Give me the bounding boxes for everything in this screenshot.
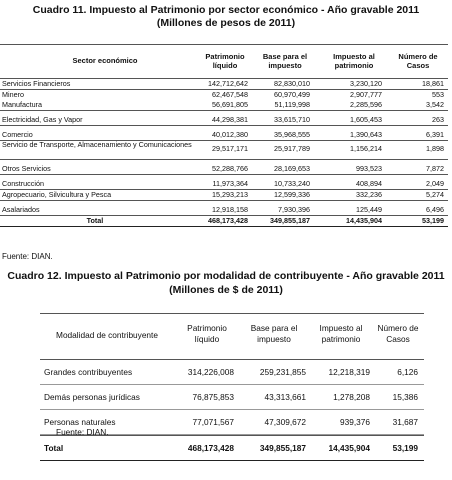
total-row [0, 215, 448, 227]
row-impuesto: 3,230,120 [350, 79, 382, 88]
row-label: Agropecuario, Silvicultura y Pesca [2, 190, 112, 199]
table1-header [0, 44, 448, 79]
row-casos: 15,386 [392, 392, 418, 402]
table-row [0, 115, 448, 125]
row-label: Minero [2, 90, 24, 99]
table2-source: Fuente: DIAN. [56, 427, 109, 437]
row-label: Demás personas jurídicas [44, 392, 140, 402]
row-impuesto: 12,218,319 [328, 367, 370, 377]
header-casos: Número de Casos [377, 323, 419, 344]
total-label: Total [86, 216, 104, 225]
row-patrimonio: 52,288,766 [212, 164, 248, 173]
table-row [40, 360, 424, 385]
row-patrimonio: 314,226,008 [187, 367, 234, 377]
row-casos: 6,126 [397, 367, 418, 377]
header-patrimonio: Patrimonio líquido [205, 52, 245, 70]
row-casos: 1,898 [426, 144, 444, 153]
table1-title: Cuadro 11. Impuesto al Patrimonio por sector económico - Año gravable 2011 [32, 4, 420, 16]
table-row [40, 385, 424, 410]
table-row [0, 205, 448, 215]
total-base: 349,855,187 [259, 443, 306, 453]
row-casos: 7,872 [426, 164, 444, 173]
row-casos: 553 [432, 90, 444, 99]
table2-subtitle: (Millones de $ de 2011) [169, 284, 283, 296]
header-modalidad: Modalidad de contribuyente [56, 330, 158, 340]
row-casos: 31,687 [392, 417, 418, 427]
row-label: Electricidad, Gas y Vapor [2, 115, 83, 124]
row-casos: 18,861 [422, 79, 444, 88]
row-base: 60,970,499 [274, 90, 310, 99]
header-base: Base para el impuesto [262, 52, 308, 70]
row-patrimonio: 44,298,381 [212, 115, 248, 124]
row-impuesto: 1,390,643 [350, 130, 382, 139]
row-label: Otros Servicios [2, 164, 51, 173]
row-impuesto: 125,449 [356, 205, 382, 214]
row-label: Asalariados [2, 205, 40, 214]
total-casos: 53,199 [422, 216, 444, 225]
row-base: 82,830,010 [274, 79, 310, 88]
row-label: Personas naturales [44, 417, 116, 427]
row-label: Grandes contribuyentes [44, 367, 133, 377]
total-patrimonio: 468,173,428 [208, 216, 248, 225]
row-patrimonio: 15,293,213 [212, 190, 248, 199]
row-impuesto: 408,894 [356, 179, 382, 188]
table-row [0, 130, 448, 140]
total-label: Total [44, 443, 64, 453]
row-base: 259,231,855 [259, 367, 306, 377]
table1-source: Fuente: DIAN. [2, 252, 53, 261]
table-row [0, 189, 448, 200]
row-base: 25,917,789 [274, 144, 310, 153]
table2-title: Cuadro 12. Impuesto al Patrimonio por modalidad de contribuyente - Año gravable 2011 [7, 270, 445, 282]
header-sector: Sector económico [72, 56, 138, 65]
row-patrimonio: 77,071,567 [192, 417, 234, 427]
header-impuesto: Impuesto al patrimonio [333, 52, 375, 70]
row-base: 43,313,661 [264, 392, 306, 402]
table-row [0, 79, 448, 89]
table-row [0, 89, 448, 100]
row-patrimonio: 12,918,158 [212, 205, 248, 214]
total-patrimonio: 468,173,428 [187, 443, 234, 453]
table-row [0, 179, 448, 189]
row-impuesto: 1,278,208 [333, 392, 370, 402]
row-label: Construcción [2, 179, 44, 188]
row-base: 35,968,555 [274, 130, 310, 139]
row-base: 7,930,396 [278, 205, 310, 214]
row-impuesto: 2,907,777 [350, 90, 382, 99]
header-casos: Número de Casos [398, 52, 438, 70]
row-patrimonio: 142,712,642 [208, 79, 248, 88]
row-patrimonio: 29,517,171 [212, 144, 248, 153]
table2 [40, 313, 424, 461]
total-base: 349,855,187 [270, 216, 310, 225]
row-base: 33,615,710 [274, 115, 310, 124]
row-base: 10,733,240 [274, 179, 310, 188]
row-casos: 6,496 [426, 205, 444, 214]
row-casos: 263 [432, 115, 444, 124]
row-patrimonio: 62,467,548 [212, 90, 248, 99]
total-row [40, 435, 424, 461]
header-base: Base para el impuesto [250, 323, 298, 344]
row-impuesto: 993,523 [356, 164, 382, 173]
row-impuesto: 1,156,214 [350, 144, 382, 153]
table-row [0, 100, 448, 110]
row-casos: 2,049 [426, 179, 444, 188]
row-impuesto: 1,605,453 [350, 115, 382, 124]
header-impuesto: Impuesto al patrimonio [319, 323, 363, 344]
table2-header [40, 313, 424, 360]
row-patrimonio: 11,973,364 [212, 179, 248, 188]
row-patrimonio: 76,875,853 [192, 392, 234, 402]
row-label: Servicio de Transporte, Almacenamiento y Comunicaciones [2, 140, 192, 149]
row-base: 51,119,998 [274, 100, 310, 109]
row-base: 12,599,336 [274, 190, 310, 199]
row-casos: 5,274 [426, 190, 444, 199]
table-row [0, 140, 448, 159]
row-impuesto: 2,285,596 [350, 100, 382, 109]
row-impuesto: 332,236 [356, 190, 382, 199]
table-row [0, 164, 448, 174]
header-patrimonio: Patrimonio líquido [187, 323, 227, 344]
total-impuesto: 14,435,904 [328, 443, 370, 453]
row-label: Servicios Financieros [2, 79, 71, 88]
row-casos: 6,391 [426, 130, 444, 139]
row-patrimonio: 40,012,380 [212, 130, 248, 139]
row-base: 47,309,672 [264, 417, 306, 427]
row-patrimonio: 56,691,805 [212, 100, 248, 109]
table1 [0, 44, 448, 227]
row-casos: 3,542 [426, 100, 444, 109]
table1-subtitle: (Millones de pesos de 2011) [156, 17, 296, 29]
total-casos: 53,199 [392, 443, 418, 453]
row-base: 28,169,653 [274, 164, 310, 173]
total-impuesto: 14,435,904 [346, 216, 382, 225]
row-impuesto: 939,376 [340, 417, 370, 427]
row-label: Manufactura [2, 100, 42, 109]
row-label: Comercio [2, 130, 33, 139]
